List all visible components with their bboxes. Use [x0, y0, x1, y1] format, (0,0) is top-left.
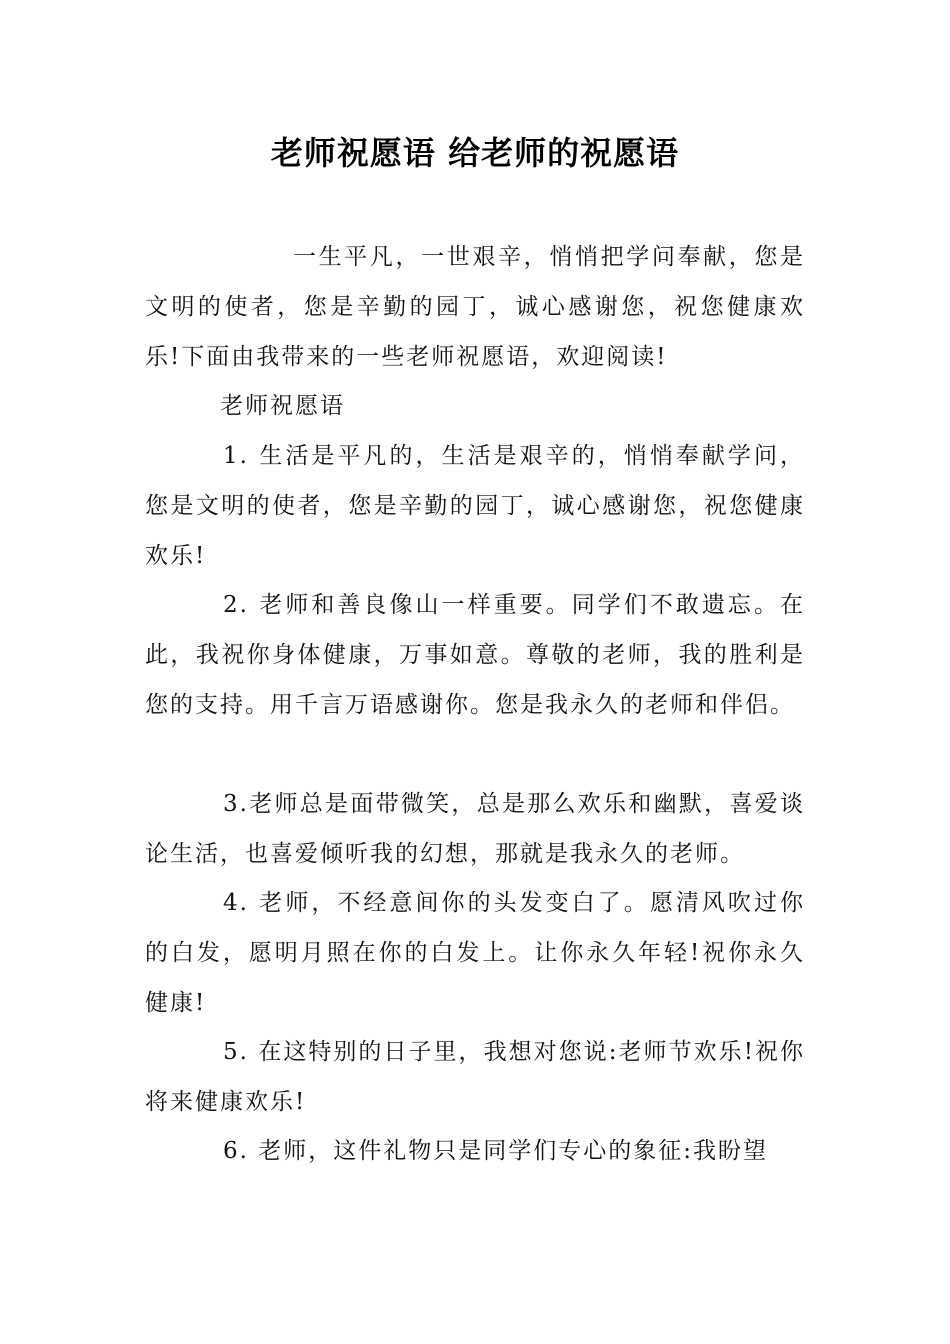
- wish-item-4: 4. 老师，不经意间你的头发变白了。愿清风吹过你的白发，愿明月照在你的白发上。让你永久年轻!祝你永久健康!: [145, 890, 805, 1016]
- wish-item-5: 5. 在这特别的日子里，我想对您说:老师节欢乐!祝你将来健康欢乐!: [145, 1039, 805, 1115]
- wish-item-6: 6. 老师，这件礼物只是同学们专心的象征:我盼望: [223, 1138, 769, 1164]
- wish-item-3: 3.老师总是面带微笑，总是那么欢乐和幽默，喜爱谈论生活，也喜爱倾听我的幻想，那就是我永久的老师。: [145, 791, 805, 867]
- wish-item-1: 1. 生活是平凡的，生活是艰辛的，悄悄奉献学问，您是文明的使者，您是辛勤的园丁，诚心感谢您，祝您健康欢乐!: [145, 443, 805, 569]
- wish-item-2: 2. 老师和善良像山一样重要。同学们不敢遗忘。在此，我祝你身体健康，万事如意。尊敬的老师，我的胜利是您的支持。用千言万语感谢你。您是我永久的老师和伴侣。: [145, 592, 805, 718]
- document-title: 老师祝愿语 给老师的祝愿语: [270, 134, 680, 172]
- intro-paragraph: 一生平凡，一世艰辛，悄悄把学问奉献，您是文明的使者，您是辛勤的园丁，诚心感谢您，祝您健康欢乐!下面由我带来的一些老师祝愿语，欢迎阅读!: [145, 244, 805, 370]
- section-heading: 老师祝愿语: [220, 393, 345, 419]
